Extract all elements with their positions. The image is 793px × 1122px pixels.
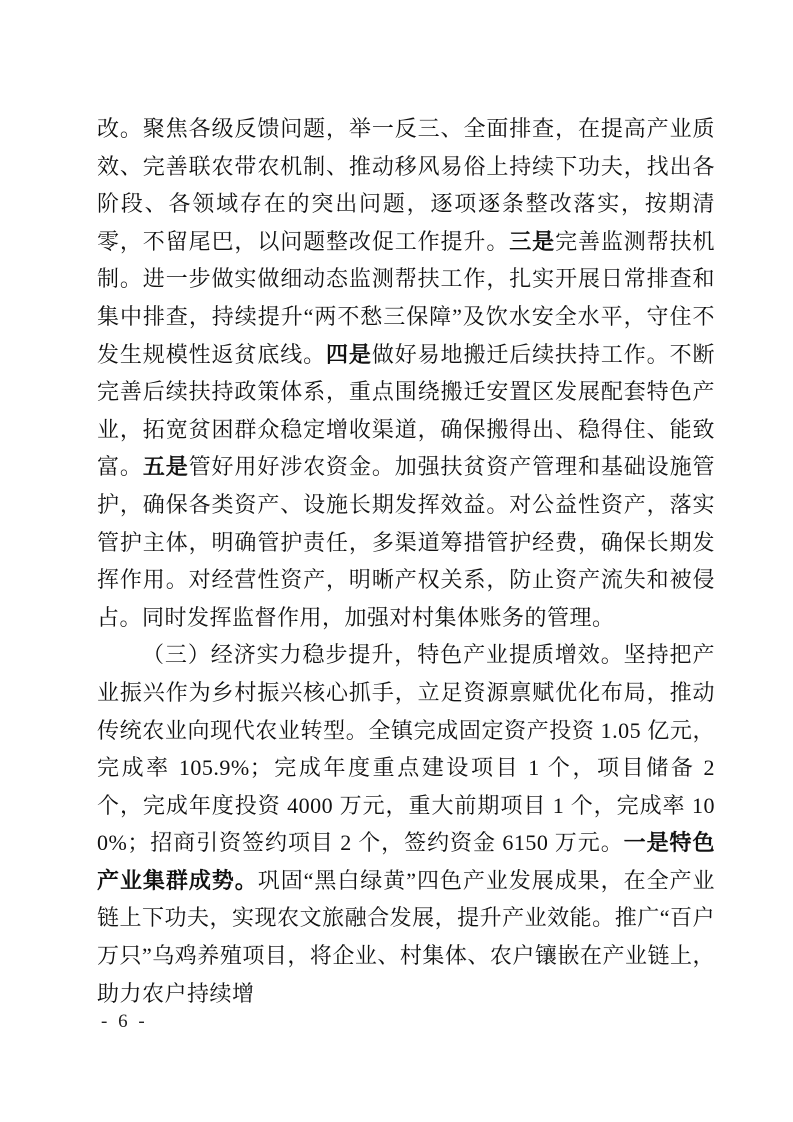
para-section-three (97, 636, 715, 1012)
body-text-run: 做好易地搬迁后续扶持工作。不断完善后续扶持政策体系，重点围绕搬迁安置区发展配套特色产业，拓宽贫困群众稳定增收渠道，确保搬得出、稳得住、能致富。 (97, 341, 715, 480)
document-body (97, 110, 715, 1012)
body-text-run: 改。聚焦各级反馈问题，举一反三、全面排查，在提高产业质效、完善联农带农机制、推动移风易俗上持续下功夫，找出各阶段、各领域存在的突出问题，逐项逐条整改落实，按期清零，不留尾巴，以问题整改促工作提升。 (97, 116, 715, 254)
body-text-run: 巩固“黑白绿黄”四色产业发展成果，在全产业链上下功夫，实现农文旅融合发展，提升产业效能。推广“百户万只”乌鸡养殖项目，将企业、村集体、农户镶嵌在产业链上，助力农户持续增 (97, 867, 715, 1006)
section-heading-run: （三）经济实力稳步提升，特色产业提质增效。 (142, 642, 624, 668)
page-number: - 6 - (101, 1011, 148, 1032)
emphasis-text-run: 四是 (326, 341, 372, 367)
body-text-run: 坚持把产业振兴作为乡村振兴核心抓手，立足资源禀赋优化布局，推动传统农业向现代农业转型。全镇完成固定资产投资 1.05 亿元，完成率 105.9%；完成年度重点建设项目 1 个，项目储备 2 个，完成年度投资 4000 万元，重大前期项目 1 个，完成率 100%；招商引资签约项目 2 个，签约资金 6150 万元。 (97, 642, 715, 856)
emphasis-text-run: 五是 (142, 454, 189, 480)
body-text-run: 管好用好涉农资金。加强扶贫资产管理和基础设施管护，确保各类资产、设施长期发挥效益。对公益性资产，落实管护主体，明确管护责任，多渠道筹措管护经费，确保长期发挥作用。对经营性资产，明晰产权关系，防止资产流失和被侵占。同时发挥监督作用，加强对村集体账务的管理。 (97, 454, 715, 630)
para-continuation (97, 110, 715, 636)
body-text-run: 完善监测帮扶机制。进一步做实做细动态监测帮扶工作，扎实开展日常排查和集中排查，持续提升“两不愁三保障”及饮水安全水平，守住不发生规模性返贫底线。 (97, 228, 715, 367)
emphasis-text-run: 三是 (509, 228, 556, 254)
emphasis-text-run: 一是特色产业集群成势。 (97, 830, 715, 893)
